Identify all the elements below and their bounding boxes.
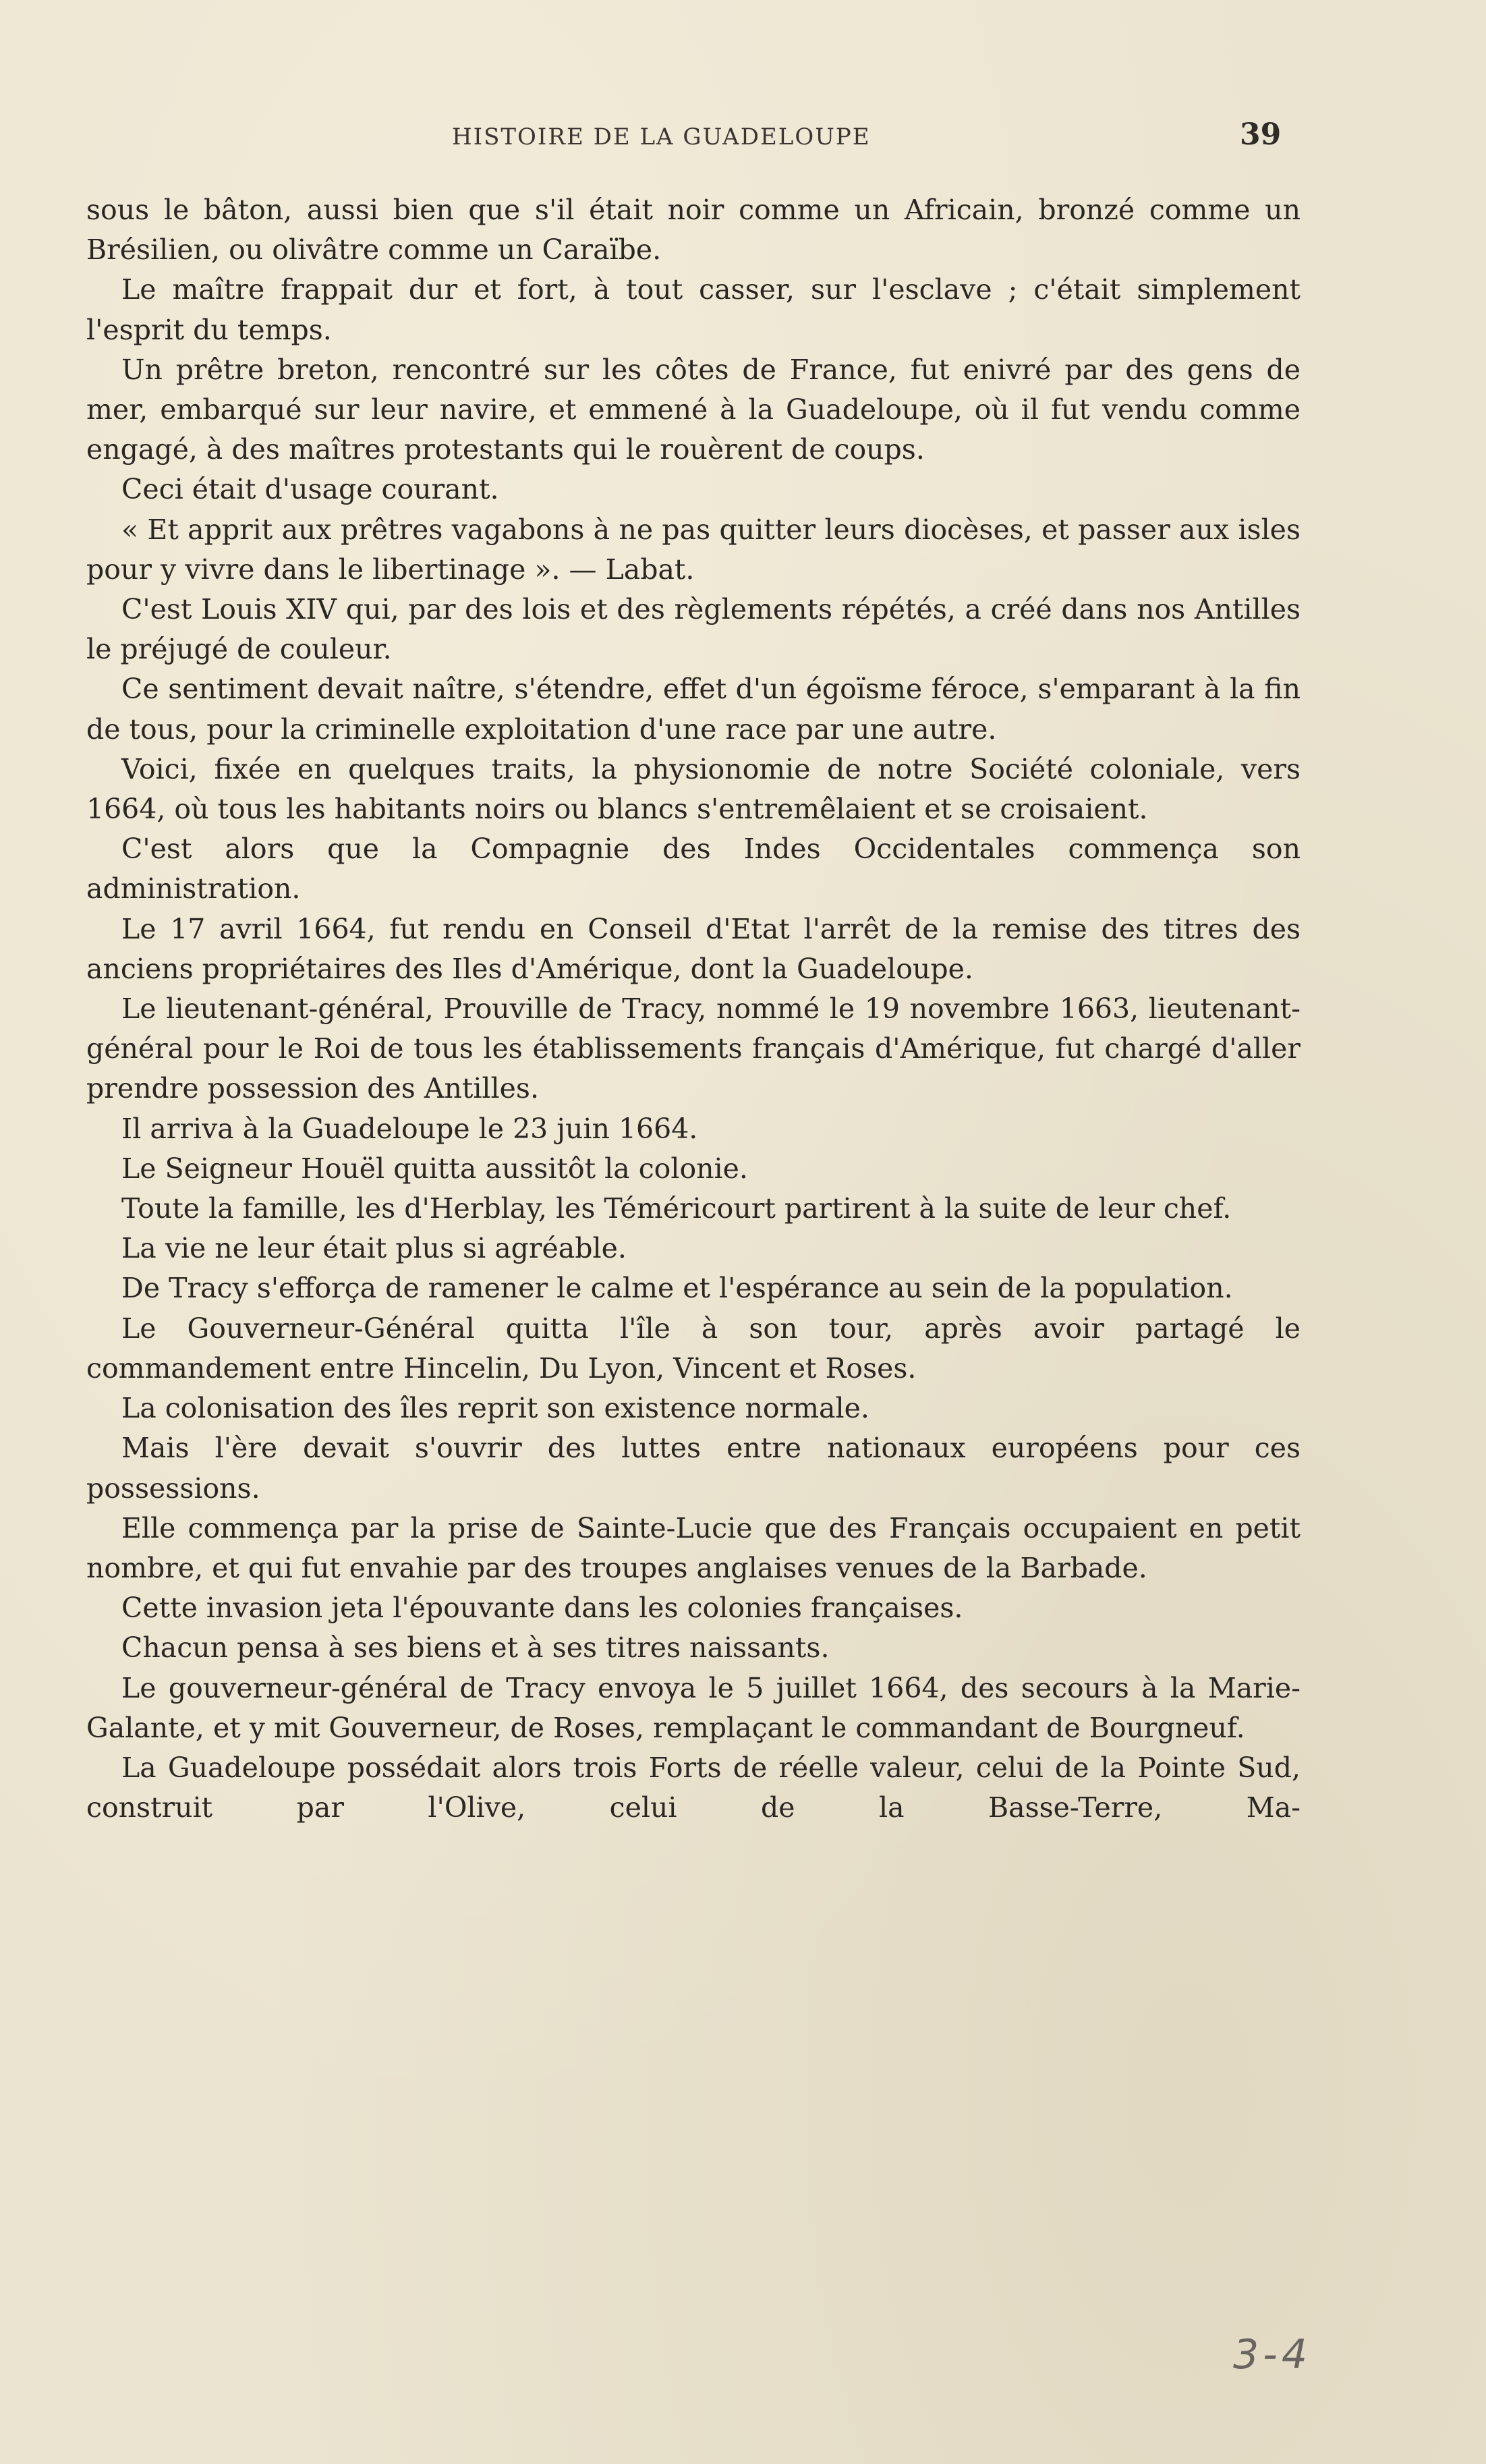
paragraph: La colonisation des îles reprit son existence normale. [121,1392,869,1425]
paragraph: Cette invasion jeta l'épouvante dans les colonies françaises. [121,1592,963,1625]
paragraph: Ce sentiment devait naître, s'étendre, effet d'un égoïsme féroce, s'emparant à la fin de tous, pour la criminelle exploitation d'une race par une autre. [86,673,1301,746]
paragraph: « Et apprit aux prêtres vagabons à ne pas quitter leurs diocèses, et passer aux isles pour y vivre dans le libertinage ». — Labat. [86,513,1301,586]
paragraph: sous le bâton, aussi bien que s'il était noir comme un Africain, bronzé comme un Brésilien, ou olivâtre comme un Caraïbe. [86,194,1301,267]
paragraph: Le 17 avril 1664, fut rendu en Conseil d'Etat l'arrêt de la remise des titres des anciens propriétaires des Iles d'Amérique, dont la Guadeloupe. [86,912,1301,985]
paragraph: Toute la famille, les d'Herblay, les Téméricourt partirent à la suite de leur chef. [121,1192,1232,1225]
running-head: HISTOIRE DE LA GUADELOUPE [452,123,871,150]
paragraph: Le maître frappait dur et fort, à tout casser, sur l'esclave ; c'était simplement l'esprit du temps. [86,273,1301,346]
paragraph: Mais l'ère devait s'ouvrir des luttes entre nationaux européens pour ces possessions. [86,1432,1301,1505]
paragraph: Le gouverneur-général de Tracy envoya le 5 juillet 1664, des secours à la Marie-Galante, et y mit Gouverneur, de Roses, remplaçant le commandant de Bourgneuf. [86,1671,1301,1744]
paragraph: Elle commença par la prise de Sainte-Lucie que des Français occupaient en petit nombre, et qui fut envahie par des troupes anglaises venues de la Barbade. [86,1511,1301,1584]
paragraph: Il arriva à la Guadeloupe le 23 juin 1664. [121,1112,698,1145]
paragraph: Le lieutenant-général, Prouville de Tracy, nommé le 19 novembre 1663, lieutenant-général pour le Roi de tous les établissements français d'Amérique, fut chargé d'aller prendre possession des Antilles. [86,992,1301,1105]
paragraph: Chacun pensa à ses biens et à ses titres naissants. [121,1631,830,1664]
body-text [86,190,1301,1828]
paragraph: C'est alors que la Compagnie des Indes Occidentales commença son administration. [86,833,1301,905]
paragraph: Un prêtre breton, rencontré sur les côtes de France, fut enivré par des gens de mer, embarqué sur leur navire, et emmené à la Guadeloupe, où il fut vendu comme engagé, à des maîtres protestants qui le rouèrent de coups. [86,353,1301,466]
paragraph: C'est Louis XIV qui, par des lois et des règlements répétés, a créé dans nos Antilles le préjugé de couleur. [86,593,1301,666]
paragraph: La vie ne leur était plus si agréable. [121,1232,627,1265]
paragraph: La Guadeloupe possédait alors trois Forts de réelle valeur, celui de la Pointe Sud, construit par l'Olive, celui de la Basse-Terre, Ma- [86,1751,1301,1824]
handwritten-archive-mark: 3-4 [1233,2331,1311,2378]
paragraph: Le Gouverneur-Général quitta l'île à son tour, après avoir partagé le commandement entre Hincelin, Du Lyon, Vincent et Roses. [86,1312,1301,1384]
paragraph: Le Seigneur Houël quitta aussitôt la colonie. [121,1152,748,1185]
paragraph: Voici, fixée en quelques traits, la physionomie de notre Société coloniale, vers 1664, où tous les habitants noirs ou blancs s'entremêlaient et se croisaient. [86,752,1301,826]
page-number: 39 [1240,117,1282,152]
paragraph: Ceci était d'usage courant. [121,473,499,506]
paragraph: De Tracy s'efforça de ramener le calme et l'espérance au sein de la population. [121,1272,1233,1305]
